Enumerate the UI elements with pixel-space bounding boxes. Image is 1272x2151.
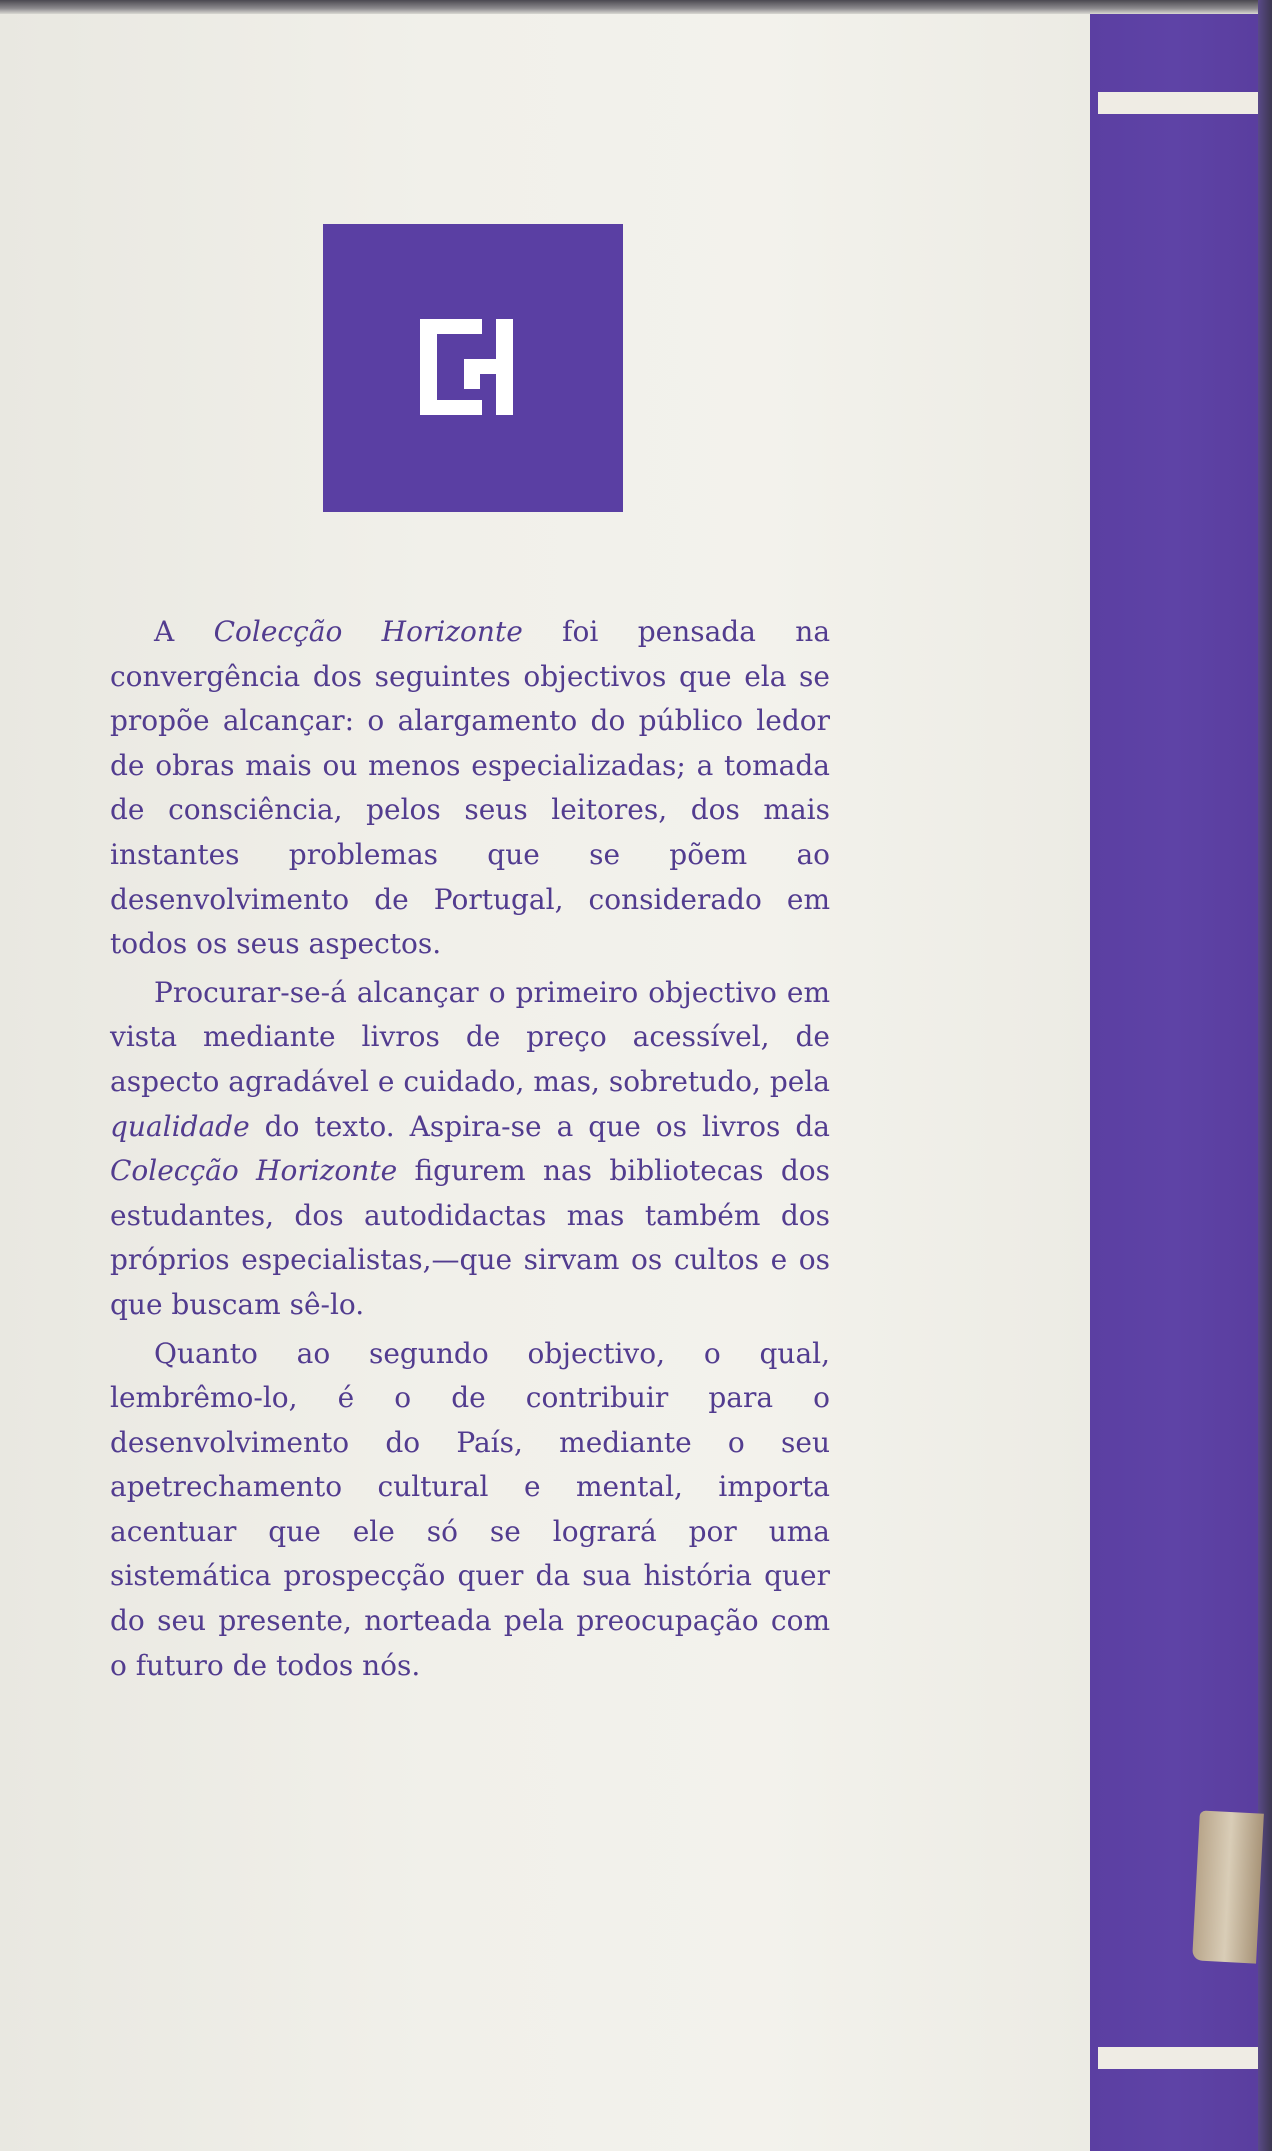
- paragraph-1: [110, 610, 830, 967]
- paper-tag: [1192, 1810, 1264, 1963]
- p2-text-1: Procurar-se-á alcançar o primeiro objectivo em vista mediante livros de preço acessível, de aspecto agradável e cuidado, mas, sobretudo, pela: [110, 975, 830, 1098]
- paragraph-2: [110, 971, 830, 1328]
- series-logo: [323, 224, 623, 512]
- spine-stripe-bottom: [1098, 2047, 1258, 2069]
- p2-text-2: do texto. Aspira-se a que os livros da: [249, 1109, 830, 1143]
- p2-text-3: figurem nas bibliotecas dos estudantes, dos autodidactas mas também dos próprios especialistas,—que sirvam os cultos e os que buscam sê-lo.: [110, 1154, 831, 1321]
- quality-word: qualidade: [110, 1109, 250, 1143]
- paragraph-3: [110, 1332, 830, 1689]
- series-name: Colecção Horizonte: [213, 615, 523, 648]
- p1-text: foi pensada na convergência dos seguintes objectivos que ela se propõe alcançar: o alargamento do público ledor de obras mais ou menos especializadas; a tomada de consciência, pelos seus leitores, dos mais instantes problemas que se põem ao desenvolvimento de Portugal, considerado em todos os seus aspectos.: [110, 615, 831, 961]
- cover-top-edge: [0, 0, 1272, 14]
- p1-lead: A: [154, 615, 214, 648]
- p3-text: Quanto ao segundo objectivo, o qual, lembrêmo-lo, é o de contribuir para o desenvolvimento do País, mediante o seu apetrechamento cultural e mental, importa acentuar que ele só se logrará por uma sistemática prospecção quer da sua história quer do seu presente, norteada pela preocupação com o futuro de todos nós.: [110, 1336, 830, 1682]
- spine-stripe-top: [1098, 92, 1258, 114]
- series-description: [110, 610, 830, 1692]
- colleccao-horizonte-ch-logo-icon: [420, 319, 530, 415]
- series-name: Colecção Horizonte: [110, 1154, 398, 1188]
